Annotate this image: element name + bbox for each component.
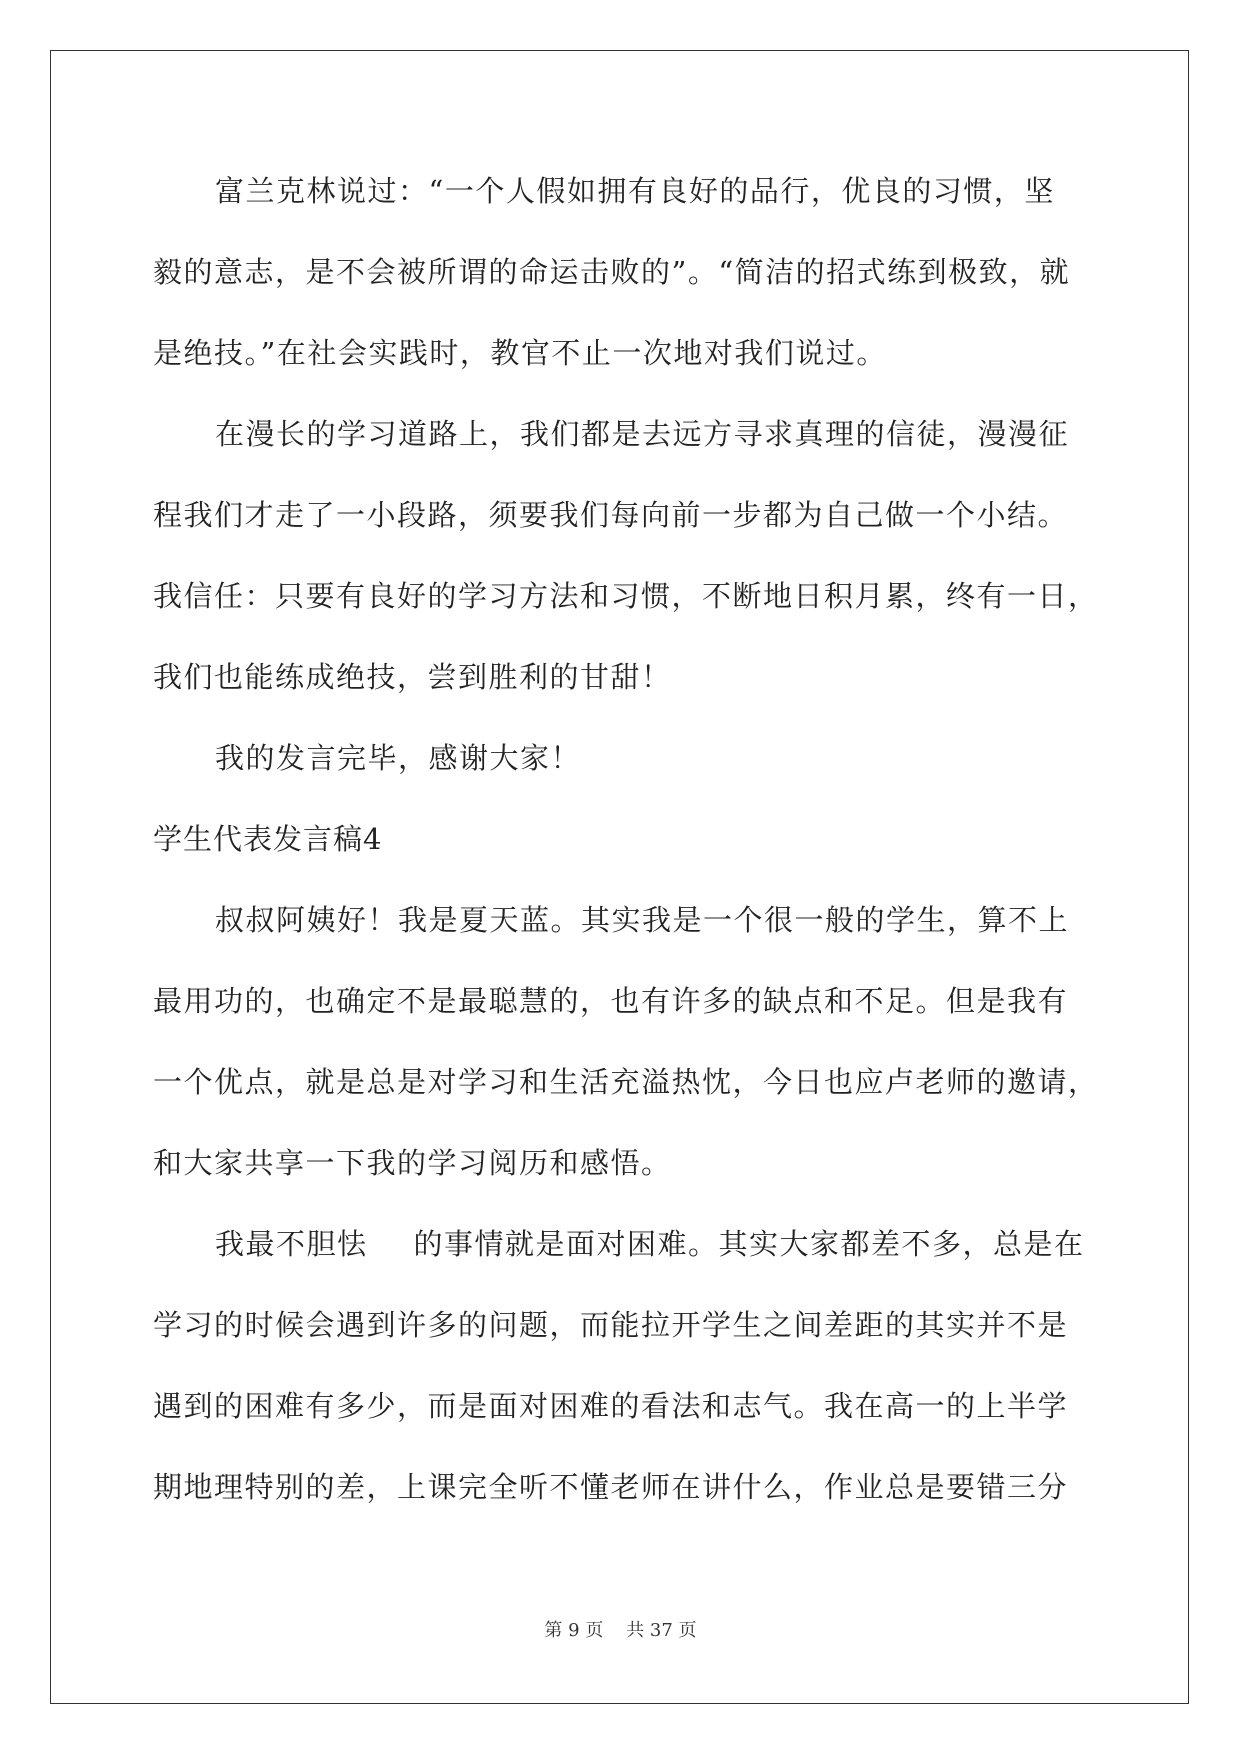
text-line: 是绝技。”在社会实践时，教官不止一次地对我们说过。 [153,336,887,370]
text-line: 一个优点，就是总是对学习和生活充溢热忱，今日也应卢老师的邀请， [153,1065,1099,1099]
text-line: 遇到的困难有多少，而是面对困难的看法和志气。我在高一的上半学 [153,1389,1069,1423]
paragraph [153,1218,1093,1542]
text-line: 最用功的，也确定不是最聪慧的，也有许多的缺点和不足。但是我有 [153,984,1069,1018]
text-line [153,1218,1093,1299]
text-line: 毅的意志，是不会被所谓的命运击败的”。“简洁的招式练到极致，就 [153,255,1071,289]
page-number-footer: 第 9 页 共 37 页 [544,1620,697,1641]
text-line: 叔叔阿姨好！我是夏天蓝。其实我是一个很一般的学生，算不上 [215,903,1070,937]
text-fragment: 我最不胆怯 [215,1227,368,1261]
paragraph [153,408,1099,732]
document-body [153,165,1099,1542]
text-fragment: 的事情就是面对困难。其实大家都差不多，总是在 [413,1227,1085,1261]
text-line: 富兰克林说过：“一个人假如拥有良好的品行，优良的习惯，坚 [215,174,1055,208]
paragraph [153,732,1093,813]
text-line: 学习的时候会遇到许多的问题，而能拉开学生之间差距的其实并不是 [153,1308,1069,1342]
text-line: 程我们才走了一小段路，须要我们每向前一步都为自己做一个小结。 [153,498,1069,532]
text-line: 在漫长的学习道路上，我们都是去远方寻求真理的信徒，漫漫征 [215,417,1070,451]
section-heading: 学生代表发言稿4 [153,822,383,856]
text-line: 我信任：只要有良好的学习方法和习惯，不断地日积月累，终有一日， [153,579,1099,613]
paragraph [153,894,1099,1218]
text-line: 和大家共享一下我的学习阅历和感悟。 [153,1146,672,1180]
text-line: 我们也能练成绝技，尝到胜利的甘甜！ [153,660,672,694]
paragraph [153,165,1093,408]
text-line: 期地理特别的差，上课完全听不懂老师在讲什么，作业总是要错三分 [153,1470,1069,1504]
text-line: 我的发言完毕，感谢大家！ [215,741,582,775]
